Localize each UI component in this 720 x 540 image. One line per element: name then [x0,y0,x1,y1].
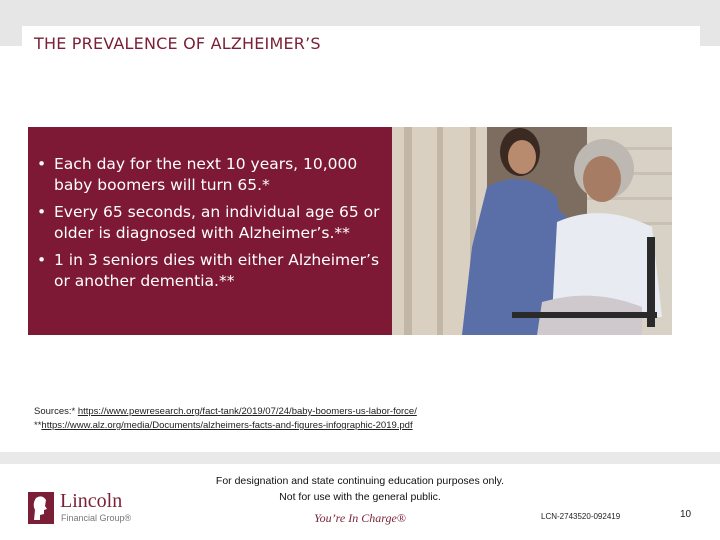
document-code: LCN-2743520-092419 [541,512,621,521]
disclaimer-line-1: For designation and state continuing education purposes only. [215,475,505,487]
bullet-text: 1 in 3 seniors dies with either Alzheimer’s or another dementia.** [54,251,380,290]
source-line-2 [34,419,674,433]
tagline: You’re In Charge® [314,511,406,525]
page-number: 10 [680,509,692,520]
bullet-text: Every 65 seconds, an individual age 65 or older is diagnosed with Alzheimer’s.** [54,203,380,242]
slide-title: THE PREVALENCE OF ALZHEIMER’S [34,34,321,53]
bullet-text: Each day for the next 10 years, 10,000 baby boomers will turn 65.* [54,155,358,194]
caregiver-photo-illustration [392,127,672,335]
sources-block [34,405,674,433]
source-link-alz[interactable]: https://www.alz.org/media/Documents/alzheimers-facts-and-figures-infographic-2019.pdf [41,420,413,431]
bullet-glyph: • [37,203,47,221]
caregiver-photo [392,127,672,335]
source-link-pew[interactable]: https://www.pewresearch.org/fact-tank/2019/07/24/baby-boomers-us-labor-force/ [77,406,417,417]
bullet-item [30,154,390,196]
lincoln-profile-icon [28,492,54,524]
bullet-list [30,154,390,298]
bullet-glyph: • [37,251,47,269]
source-line-1 [34,405,674,419]
bullet-item [30,250,390,292]
disclaimer-line-2: Not for use with the general public. [279,491,441,503]
bullet-item [30,202,390,244]
lincoln-logo [28,492,158,528]
disclaimer [180,473,540,505]
source-prefix: ** [34,420,42,431]
bullet-glyph: • [37,155,47,173]
logo-wordmark: Lincoln [60,490,123,512]
sources-label: Sources:* [34,406,76,417]
logo-subtitle: Financial Group® [61,513,132,523]
